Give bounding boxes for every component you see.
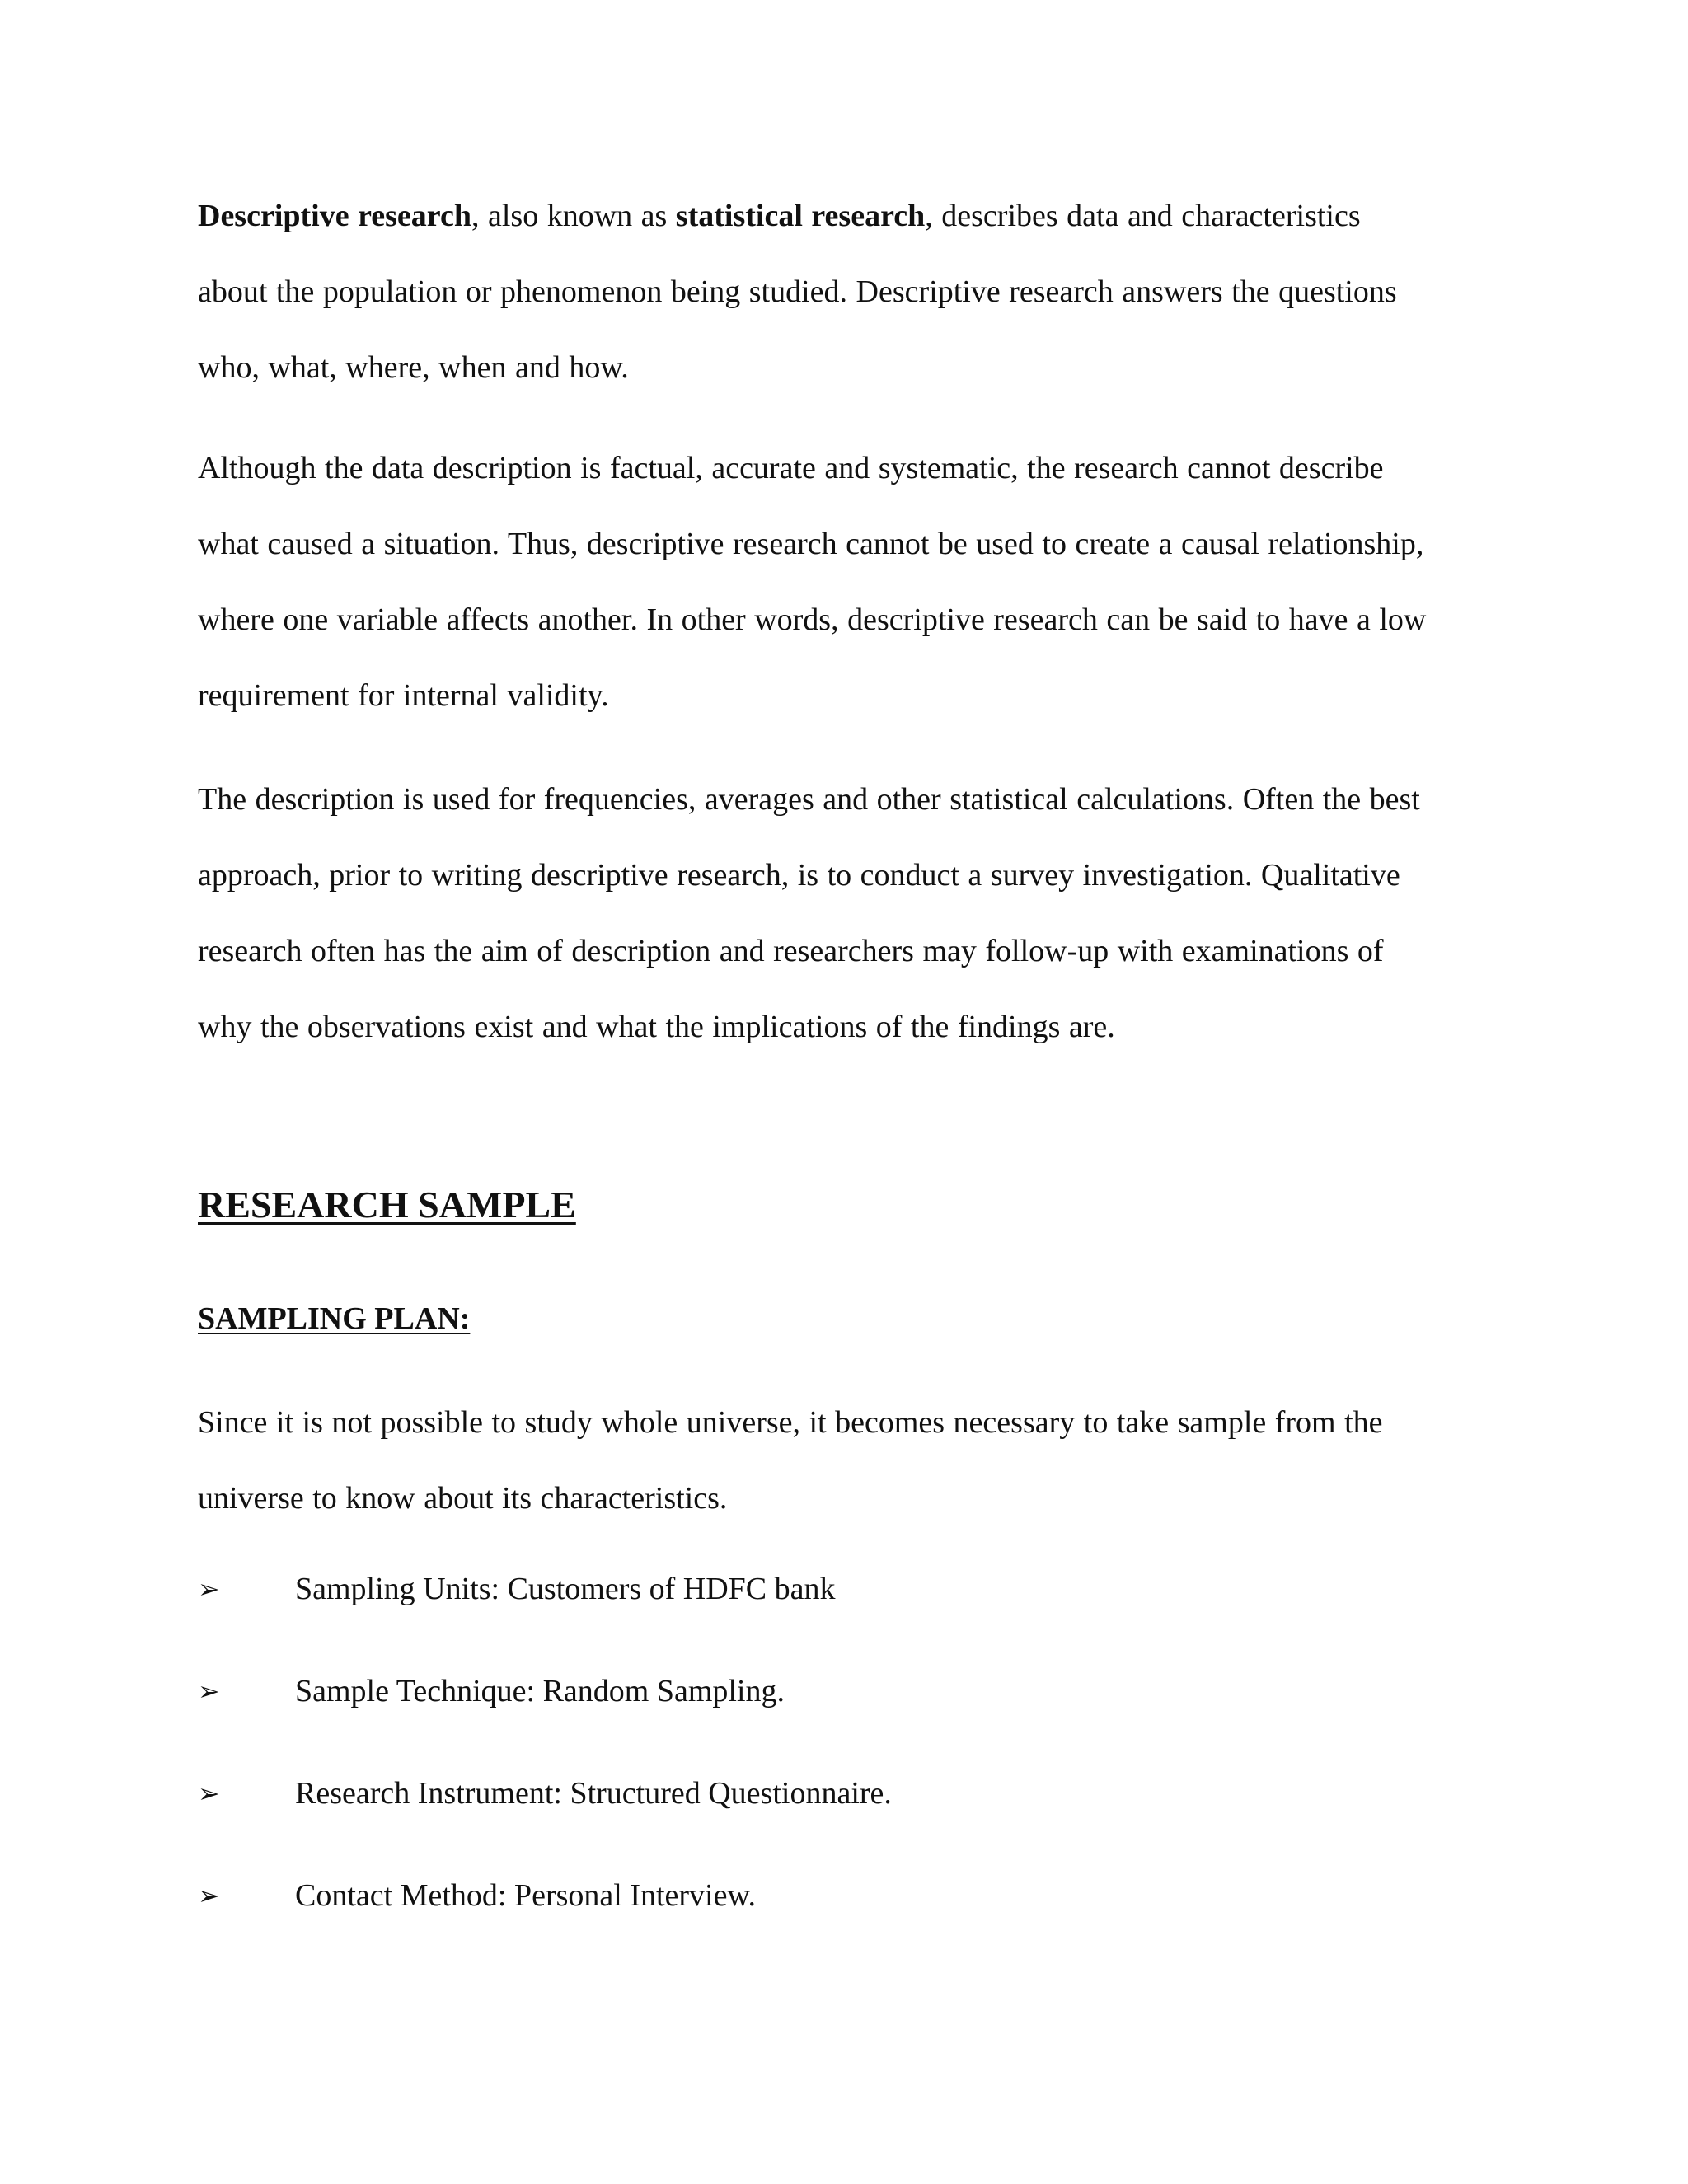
section-heading: RESEARCH SAMPLE: [198, 1183, 576, 1226]
list-item-text: Sampling Units: Customers of HDFC bank: [295, 1572, 836, 1606]
arrowhead-bullet-icon: ➢: [198, 1573, 220, 1605]
list-item-text: Sample Technique: Random Sampling.: [295, 1674, 785, 1708]
list-item: [198, 1668, 1434, 1770]
paragraph-descriptive-research: [198, 178, 1517, 405]
paragraph-line: The description is used for frequencies, averages and other statistical calculations. Often the best: [198, 782, 1420, 817]
paragraph-line: requirement for internal validity.: [198, 678, 609, 713]
paragraph-line: approach, prior to writing descriptive research, is to conduct a survey investigation. Qualitative: [198, 858, 1400, 893]
list-item: [198, 1872, 1434, 1975]
paragraph-line: universe to know about its characteristics.: [198, 1481, 728, 1516]
paragraph-line: why the observations exist and what the implications of the findings are.: [198, 1010, 1115, 1044]
paragraph-data-description: [198, 430, 1517, 733]
arrowhead-bullet-icon: ➢: [198, 1880, 220, 1911]
paragraph-line: about the population or phenomenon being studied. Descriptive research answers the questions: [198, 274, 1397, 309]
paragraph-statistical-calculations: [198, 762, 1517, 1065]
paragraph-line: where one variable affects another. In other words, descriptive research can be said to have a low: [198, 602, 1427, 637]
list-item: [198, 1566, 1434, 1668]
list-item: [198, 1770, 1434, 1872]
paragraph-line: Although the data description is factual, accurate and systematic, the research cannot describe: [198, 451, 1384, 485]
sampling-plan-subheading: SAMPLING PLAN:: [198, 1301, 471, 1336]
list-item-text: Contact Method: Personal Interview.: [295, 1878, 756, 1913]
paragraph-line: [198, 178, 1517, 254]
arrowhead-bullet-icon: ➢: [198, 1675, 220, 1707]
arrowhead-bullet-icon: ➢: [198, 1778, 220, 1809]
paragraph-line: research often has the aim of description and researchers may follow-up with examinations of: [198, 934, 1384, 968]
list-item-text: Research Instrument: Structured Questionnaire.: [295, 1776, 892, 1811]
paragraph-line: who, what, where, when and how.: [198, 350, 629, 385]
text-segment: , also known as: [471, 199, 676, 233]
paragraph-line: Since it is not possible to study whole universe, it becomes necessary to take sample from the: [198, 1405, 1383, 1440]
paragraph-sampling-intro: [198, 1385, 1517, 1536]
sampling-plan-list: [198, 1566, 1434, 1975]
bold-term-statistical-research: statistical research: [675, 199, 926, 233]
paragraph-line: what caused a situation. Thus, descriptive research cannot be used to create a causal relationship,: [198, 527, 1424, 561]
text-segment: , describes data and characteristics: [925, 199, 1361, 233]
bold-term-descriptive-research: Descriptive research: [198, 199, 471, 233]
